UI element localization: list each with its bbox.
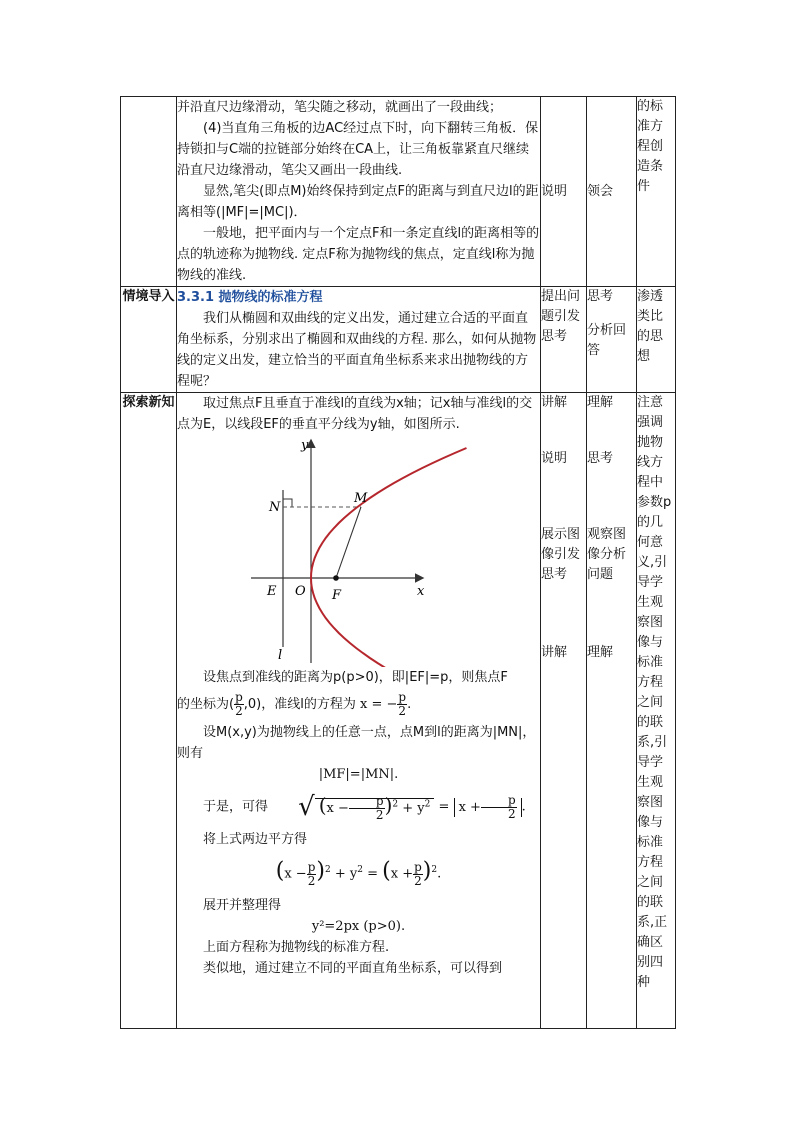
right-angle-mark xyxy=(283,499,292,507)
design-intent: 渗透类比的思想 xyxy=(637,287,676,393)
segment-mf xyxy=(336,507,361,578)
focus-point xyxy=(333,575,339,581)
lesson-plan-table xyxy=(120,96,676,1029)
student-activity xyxy=(587,393,637,1029)
text-paragraph: 将上式两边平方得 xyxy=(203,832,308,848)
content-cell xyxy=(177,97,541,287)
x-axis-label: x xyxy=(417,584,425,599)
point-m-label: M xyxy=(354,491,368,506)
table-row xyxy=(121,287,676,393)
fraction: $\frac{p}{2}$ xyxy=(235,690,243,718)
definition-paragraph: 一般地，把平面内与一个定点F和一条定直线l的距离相等的点的轨迹称为抛物线. 定点F称为抛物线的焦点，定直线l称为抛物线的准线. xyxy=(177,226,540,283)
teacher-activity xyxy=(541,393,587,1029)
table-row xyxy=(121,393,676,1029)
sqrt-equation: √ (x − $\frac{p}{2}$ )$^2 + y^2 = x$ + $\frac{p}{2}$ . xyxy=(298,792,526,823)
text-paragraph: 设M(x,y)为抛物线上的任意一点，点M到l的距离为|MN|，则有 xyxy=(177,725,536,761)
teacher-activity-3: 展示图像引发思考 xyxy=(541,527,581,582)
teacher-activity-2: 说明 xyxy=(541,451,568,466)
text-paragraph: 展开并整理得 xyxy=(203,897,282,913)
focus-label: F xyxy=(332,588,342,603)
content-cell xyxy=(177,393,541,1029)
content-cell xyxy=(177,287,541,393)
text-paragraph: 上面方程称为抛物线的标准方程. xyxy=(203,939,390,955)
teacher-activity-1: 讲解 xyxy=(541,395,568,410)
text-paragraph: 类似地，通过建立不同的平面直角坐标系，可以得到 xyxy=(203,960,503,976)
text-paragraph: 设焦点到准线的距离为p(p>0)，即|EF|=p，则焦点F xyxy=(203,670,508,685)
student-activity-1: 理解 xyxy=(587,395,614,410)
text-paragraph: 我们从椭圆和双曲线的定义出发，通过建立合适的平面直角坐标系，分别求出了椭圆和双曲线的方程. 那么，如何从抛物线的定义出发，建立恰当的平面直角坐标系来求出抛物线的方程呢？ xyxy=(177,311,537,389)
y-axis-label: y xyxy=(301,438,309,453)
standard-equation: y²=2px (p>0). xyxy=(311,918,406,934)
design-intent: 注意强调抛物线方程中参数p的几何意义,引导学生观察图像与标准方程之间的联系,引导学生观察图像与标准方程之间的联系,正确区别四种 xyxy=(637,393,676,1029)
squared-equation: (x − $\frac{p}{2}$ )$^2 + y^2 = (x$ + $\frac{p}{2}$ )$^2$. xyxy=(275,858,442,888)
text-paragraph: 取过焦点F且垂直于准线l的直线为x轴；记x轴与准线l的交点为E，以线段EF的垂直平分线为y轴，如图所示. xyxy=(177,396,533,432)
stage-cell: 情境导入 xyxy=(121,287,177,393)
section-title: 3.3.1 抛物线的标准方程 xyxy=(177,290,323,305)
student-activity xyxy=(587,287,637,393)
equation-sqrt-line: 于是，可得 √ (x − $\frac{p}{2}$ )$^2 + y^2 = x$ + $\frac{p}{2}$ . xyxy=(177,785,540,829)
directrix-equation: x = − $\frac{p}{2}$ xyxy=(360,690,407,718)
student-activity-1: 思考 xyxy=(587,289,614,304)
stage-cell: 探索新知 xyxy=(121,393,177,1029)
student-activity: 领会 xyxy=(587,97,637,287)
design-intent: 的标准方程创造条件 xyxy=(637,97,676,287)
student-activity-2: 分析回答 xyxy=(587,323,627,358)
text-line: 并沿直尺边缘滑动，笔尖随之移动，就画出了一段曲线； xyxy=(177,100,503,115)
teacher-activity: 提出问题引发思考 xyxy=(541,287,587,393)
stage-cell xyxy=(121,97,177,287)
student-activity-2: 思考 xyxy=(587,451,614,466)
teacher-activity: 说明 xyxy=(541,97,587,287)
equation-mf-mn: |MF|=|MN|. xyxy=(318,767,399,782)
student-activity-3: 观察图像分析问题 xyxy=(587,527,627,582)
focus-coord-line: 的坐标为( $\frac{p}{2}$ ,0)，准线l的方程为 x = − $\frac{p}{2}$ . xyxy=(177,690,412,718)
point-n-label: N xyxy=(269,500,281,515)
student-activity-4: 理解 xyxy=(587,645,614,660)
parabola-curve xyxy=(311,448,467,667)
table-row xyxy=(121,97,676,287)
parabola-figure xyxy=(177,435,527,667)
directrix-label: l xyxy=(278,648,283,663)
text-paragraph: 显然,笔尖(即点M)始终保持到定点F的距离与到直尺边l的距离相等(|MF|=|MC|)． xyxy=(177,184,539,220)
text-paragraph: (4)当直角三角板的边AC经过点下时，向下翻转三角板．保持锁扣与C端的拉链部分始终在CA上，让三角板靠紧直尺继续沿直尺边缘滑动，笔尖又画出一段曲线. xyxy=(177,121,539,178)
teacher-activity-4: 讲解 xyxy=(541,645,568,660)
point-e-label: E xyxy=(267,584,277,599)
origin-label: O xyxy=(295,584,306,599)
